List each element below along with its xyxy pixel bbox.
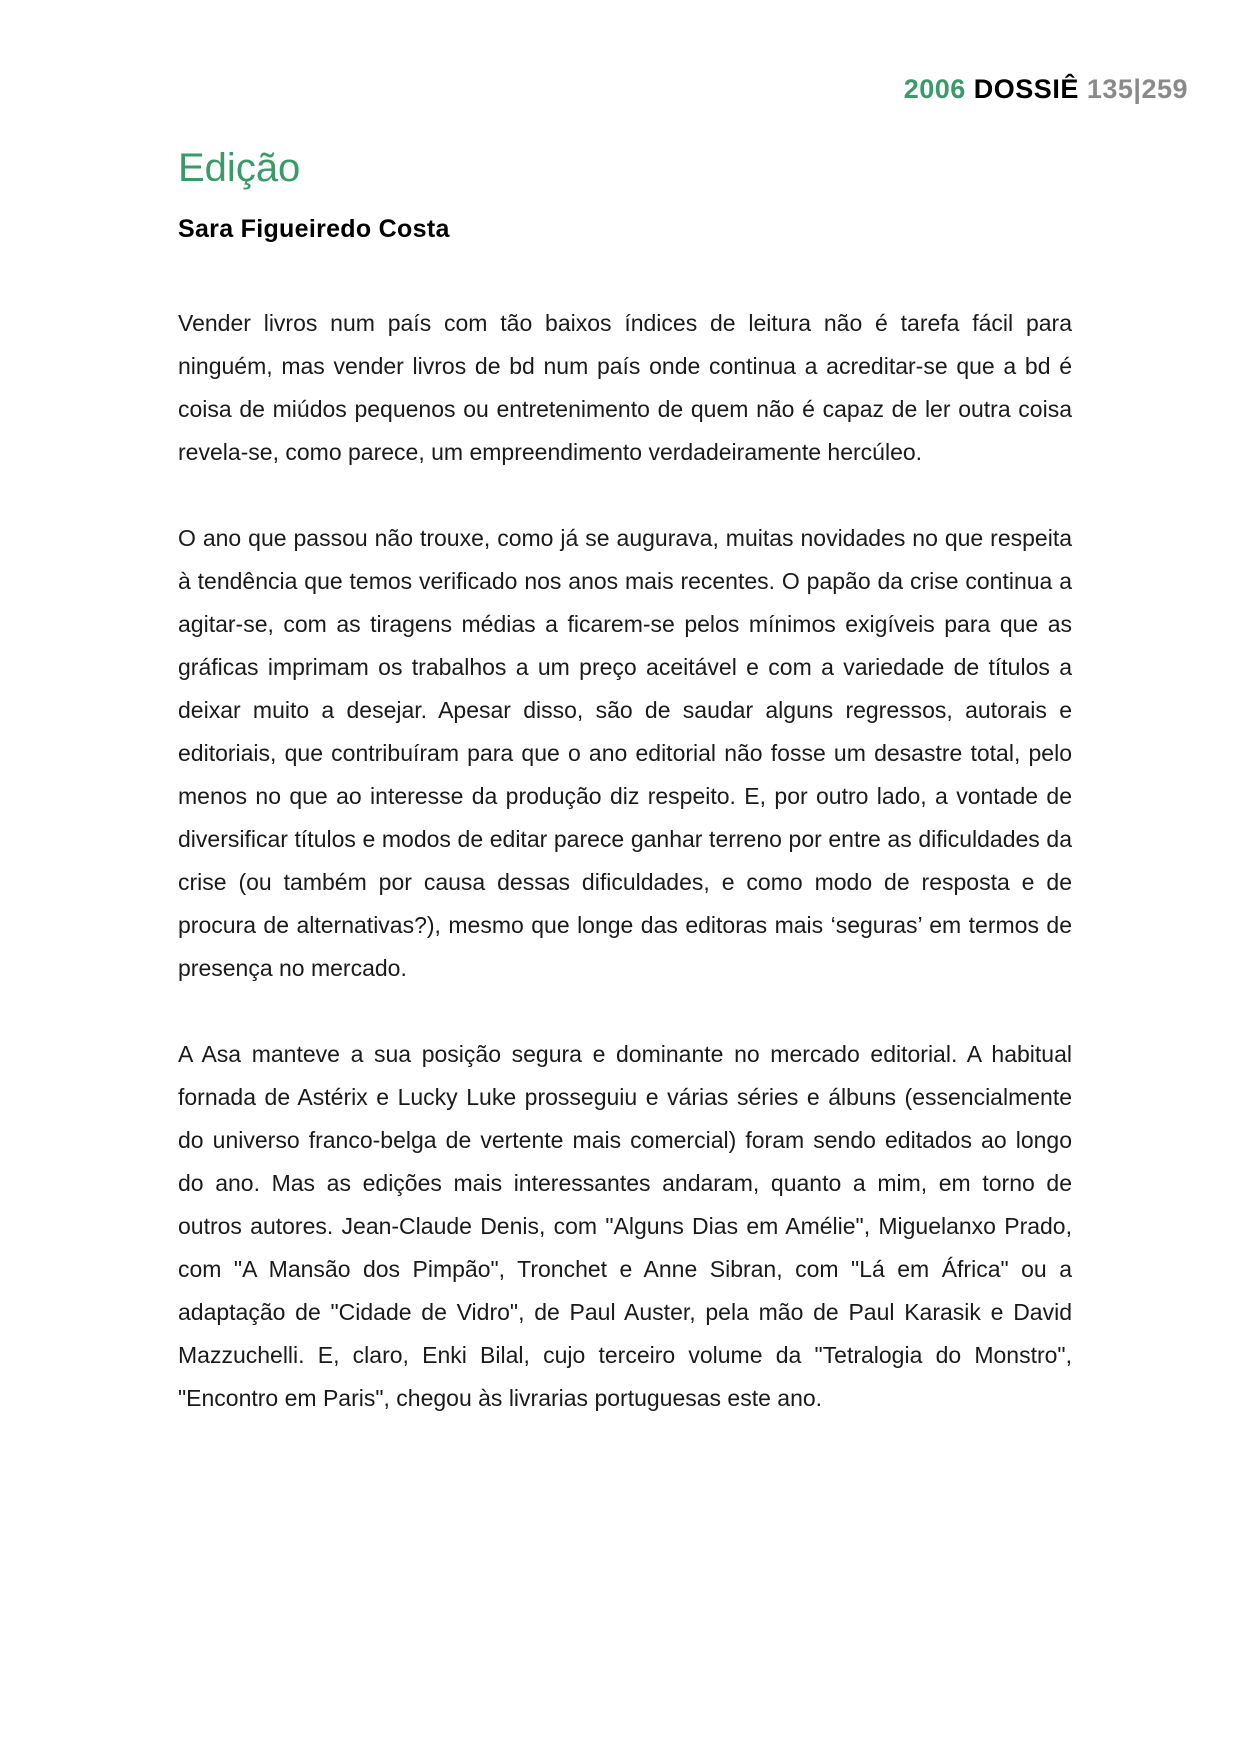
paragraph: A Asa manteve a sua posição segura e dominante no mercado editorial. A habitual fornada de Astérix e Lucky Luke prosseguiu e várias séries e álbuns (essencialmente do universo franco-belga de vertente mais comercial) foram sendo editados ao longo do ano. Mas as edições mais interessantes andaram, quanto a mim, em torno de outros autores. Jean-Claude Denis, com "Alguns Dias em Amélie", Miguelanxo Prado, com "A Mansão dos Pimpão", Tronchet e Anne Sibran, com "Lá em África" ou a adaptação de "Cidade de Vidro", de Paul Auster, pela mão de Paul Karasik e David Mazzuchelli. E, claro, Enki Bilal, cujo terceiro volume da "Tetralogia do Monstro", "Encontro em Paris", chegou às livrarias portuguesas este ano.	[178, 1041, 1072, 1411]
page-title: Edição	[178, 146, 301, 190]
paragraph: Vender livros num país com tão baixos índices de leitura não é tarefa fácil para ninguém, mas vender livros de bd num país onde continua a acreditar-se que a bd é coisa de miúdos pequenos ou entretenimento de quem não é capaz de ler outra coisa revela-se, como parece, um empreendimento verdadeiramente hercúleo.	[178, 310, 1072, 465]
header-page-number: 135|259	[1086, 74, 1188, 104]
author-name: Sara Figueiredo Costa	[178, 215, 450, 243]
article-body	[178, 302, 1072, 1463]
running-header	[904, 74, 1188, 105]
header-year: 2006	[903, 74, 966, 104]
header-section: DOSSIÊ	[973, 74, 1079, 104]
paragraph: O ano que passou não trouxe, como já se augurava, muitas novidades no que respeita à tendência que temos verificado nos anos mais recentes. O papão da crise continua a agitar-se, com as tiragens médias a ficarem-se pelos mínimos exigíveis para que as gráficas imprimam os trabalhos a um preço aceitável e com a variedade de títulos a deixar muito a desejar. Apesar disso, são de saudar alguns regressos, autorais e editoriais, que contribuíram para que o ano editorial não fosse um desastre total, pelo menos no que ao interesse da produção diz respeito. E, por outro lado, a vontade de diversificar títulos e modos de editar parece ganhar terreno por entre as dificuldades da crise (ou também por causa dessas dificuldades, e como modo de resposta e de procura de alternativas?), mesmo que longe das editoras mais ‘seguras’ em termos de presença no mercado.	[178, 525, 1072, 981]
